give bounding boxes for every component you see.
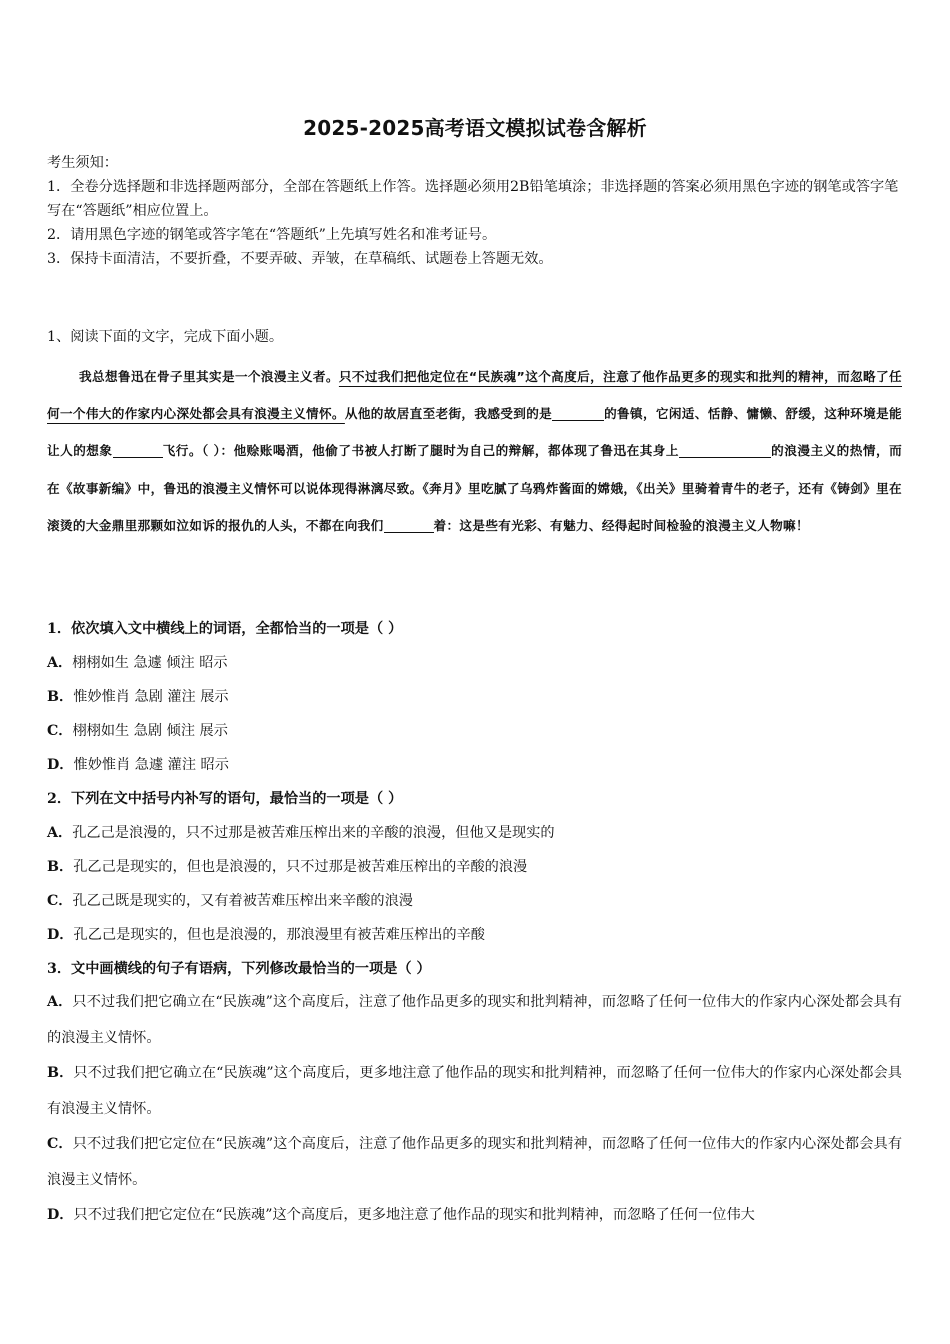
answer-blank: [384, 519, 434, 533]
option-text: 只不过我们把它确立在“民族魂”这个高度后，注意了他作品更多的现实和批判精神，而忽略了任何一位伟大的作家内心深处都会具有的浪漫主义情怀。: [47, 994, 902, 1046]
option-row: [47, 984, 902, 1056]
passage-text: 的鲁镇，它闲适、恬静、慵懒、舒缓，这种环境是能让人的想象: [47, 406, 902, 459]
option-text: 孔乙己既是现实的，又有着被苦难压榨出来辛酸的浪漫: [72, 893, 413, 909]
question-stem: 1．依次填入文中横线上的词语，全都恰当的一项是（ ）: [47, 621, 403, 637]
option-row: [47, 754, 902, 774]
option-label: D．: [47, 757, 74, 773]
passage-text: 的浪漫主义的热情，而在《故事新编》中，鲁迅的浪漫主义情怀可以说体现得淋漓尽致。《奔月》里吃腻了乌鸦炸酱面的嫦娥，《出关》里骑着青牛的老子，还有《铸剑》里在滚烫的大金鼎里那颗如泣如诉的报仇的人头，不都在向我们: [47, 443, 903, 533]
option-label: A．: [47, 994, 73, 1010]
option-label: D．: [47, 1207, 74, 1223]
notice-item: 2．请用黑色字迹的钢笔或答字笔在“答题纸”上先填写姓名和准考证号。: [47, 227, 497, 243]
option-text: 只不过我们把它确立在“民族魂”这个高度后，更多地注意了他作品的现实和批判精神，而忽略了任何一位伟大的作家内心深处都会具有浪漫主义情怀。: [47, 1065, 902, 1117]
passage-text: 飞行。（ ）：他赊账喝酒，他偷了书被人打断了腿时为自己的辩解，都体现了鲁迅在其身上: [162, 443, 679, 459]
page-title: 2025-2025高考语文模拟试卷含解析: [303, 116, 647, 140]
option-label: C．: [47, 1136, 73, 1152]
option-text: 栩栩如生 急遽 倾注 昭示: [72, 655, 228, 671]
option-row: [47, 686, 902, 706]
option-text: 只不过我们把它定位在“民族魂”这个高度后，更多地注意了他作品的现实和批判精神，而忽略了任何一位伟大: [73, 1207, 755, 1223]
option-row: [47, 1126, 902, 1198]
answer-blank: [552, 408, 604, 422]
notice-block: [47, 151, 902, 271]
underlined-sentence: 只不过我们把他定位在“民族魂”这个高度后，注意了他作品更多的现实和批判的精神，而忽略了任何一个伟大的作家内心深处都会具有浪漫主义情怀。: [47, 369, 902, 422]
option-label: A．: [47, 655, 73, 671]
option-row: [47, 1197, 902, 1233]
option-text: 惟妙惟肖 急遽 灌注 昭示: [73, 757, 229, 773]
reading-passage: [47, 358, 902, 544]
option-row: [47, 856, 902, 876]
passage-text: 从他的故居直至老街，我感受到的是: [344, 406, 553, 422]
option-label: B．: [47, 689, 74, 705]
option-label: C．: [47, 723, 73, 739]
option-text: 惟妙惟肖 急剧 灌注 展示: [73, 689, 229, 705]
option-label: A．: [47, 825, 73, 841]
option-row: [47, 822, 902, 842]
option-row: [47, 1055, 902, 1127]
option-row: [47, 652, 902, 672]
notice-item: 1．全卷分选择题和非选择题两部分，全部在答题纸上作答。选择题必须用2B铅笔填涂；非选择题的答案必须用黑色字迹的钢笔或答字笔写在“答题纸”相应位置上。: [47, 179, 899, 219]
notice-heading: 考生须知：: [47, 155, 118, 171]
option-row: [47, 720, 902, 740]
option-label: B．: [47, 1065, 74, 1081]
option-label: C．: [47, 893, 73, 909]
option-text: 只不过我们把它定位在“民族魂”这个高度后，注意了他作品更多的现实和批判精神，而忽略了任何一位伟大的作家内心深处都会具有浪漫主义情怀。: [47, 1136, 903, 1188]
question-stem: 3．文中画横线的句子有语病，下列修改最恰当的一项是（ ）: [47, 961, 431, 977]
option-text: 孔乙己是现实的，但也是浪漫的，那浪漫里有被苦难压榨出的辛酸: [73, 927, 485, 943]
option-label: D．: [47, 927, 74, 943]
notice-item: 3．保持卡面清洁，不要折叠，不要弄破、弄皱，在草稿纸、试题卷上答题无效。: [47, 251, 553, 267]
section-intro: 1、阅读下面的文字，完成下面小题。: [47, 329, 284, 345]
answer-blank: [113, 445, 163, 459]
passage-text: 我总想鲁迅在骨子里其实是一个浪漫主义者。: [79, 369, 339, 384]
option-label: B．: [47, 859, 74, 875]
option-row: [47, 890, 902, 910]
answer-blank: [679, 445, 771, 459]
option-row: [47, 924, 902, 944]
option-text: 孔乙己是浪漫的，只不过那是被苦难压榨出来的辛酸的浪漫，但他又是现实的: [72, 825, 555, 841]
question-stem: 2．下列在文中括号内补写的语句，最恰当的一项是（ ）: [47, 791, 403, 807]
option-text: 孔乙己是现实的，但也是浪漫的，只不过那是被苦难压榨出的辛酸的浪漫: [73, 859, 528, 875]
option-text: 栩栩如生 急剧 倾注 展示: [72, 723, 228, 739]
passage-text: 着：这是些有光彩、有魅力、经得起时间检验的浪漫主义人物嘛！: [433, 517, 809, 533]
